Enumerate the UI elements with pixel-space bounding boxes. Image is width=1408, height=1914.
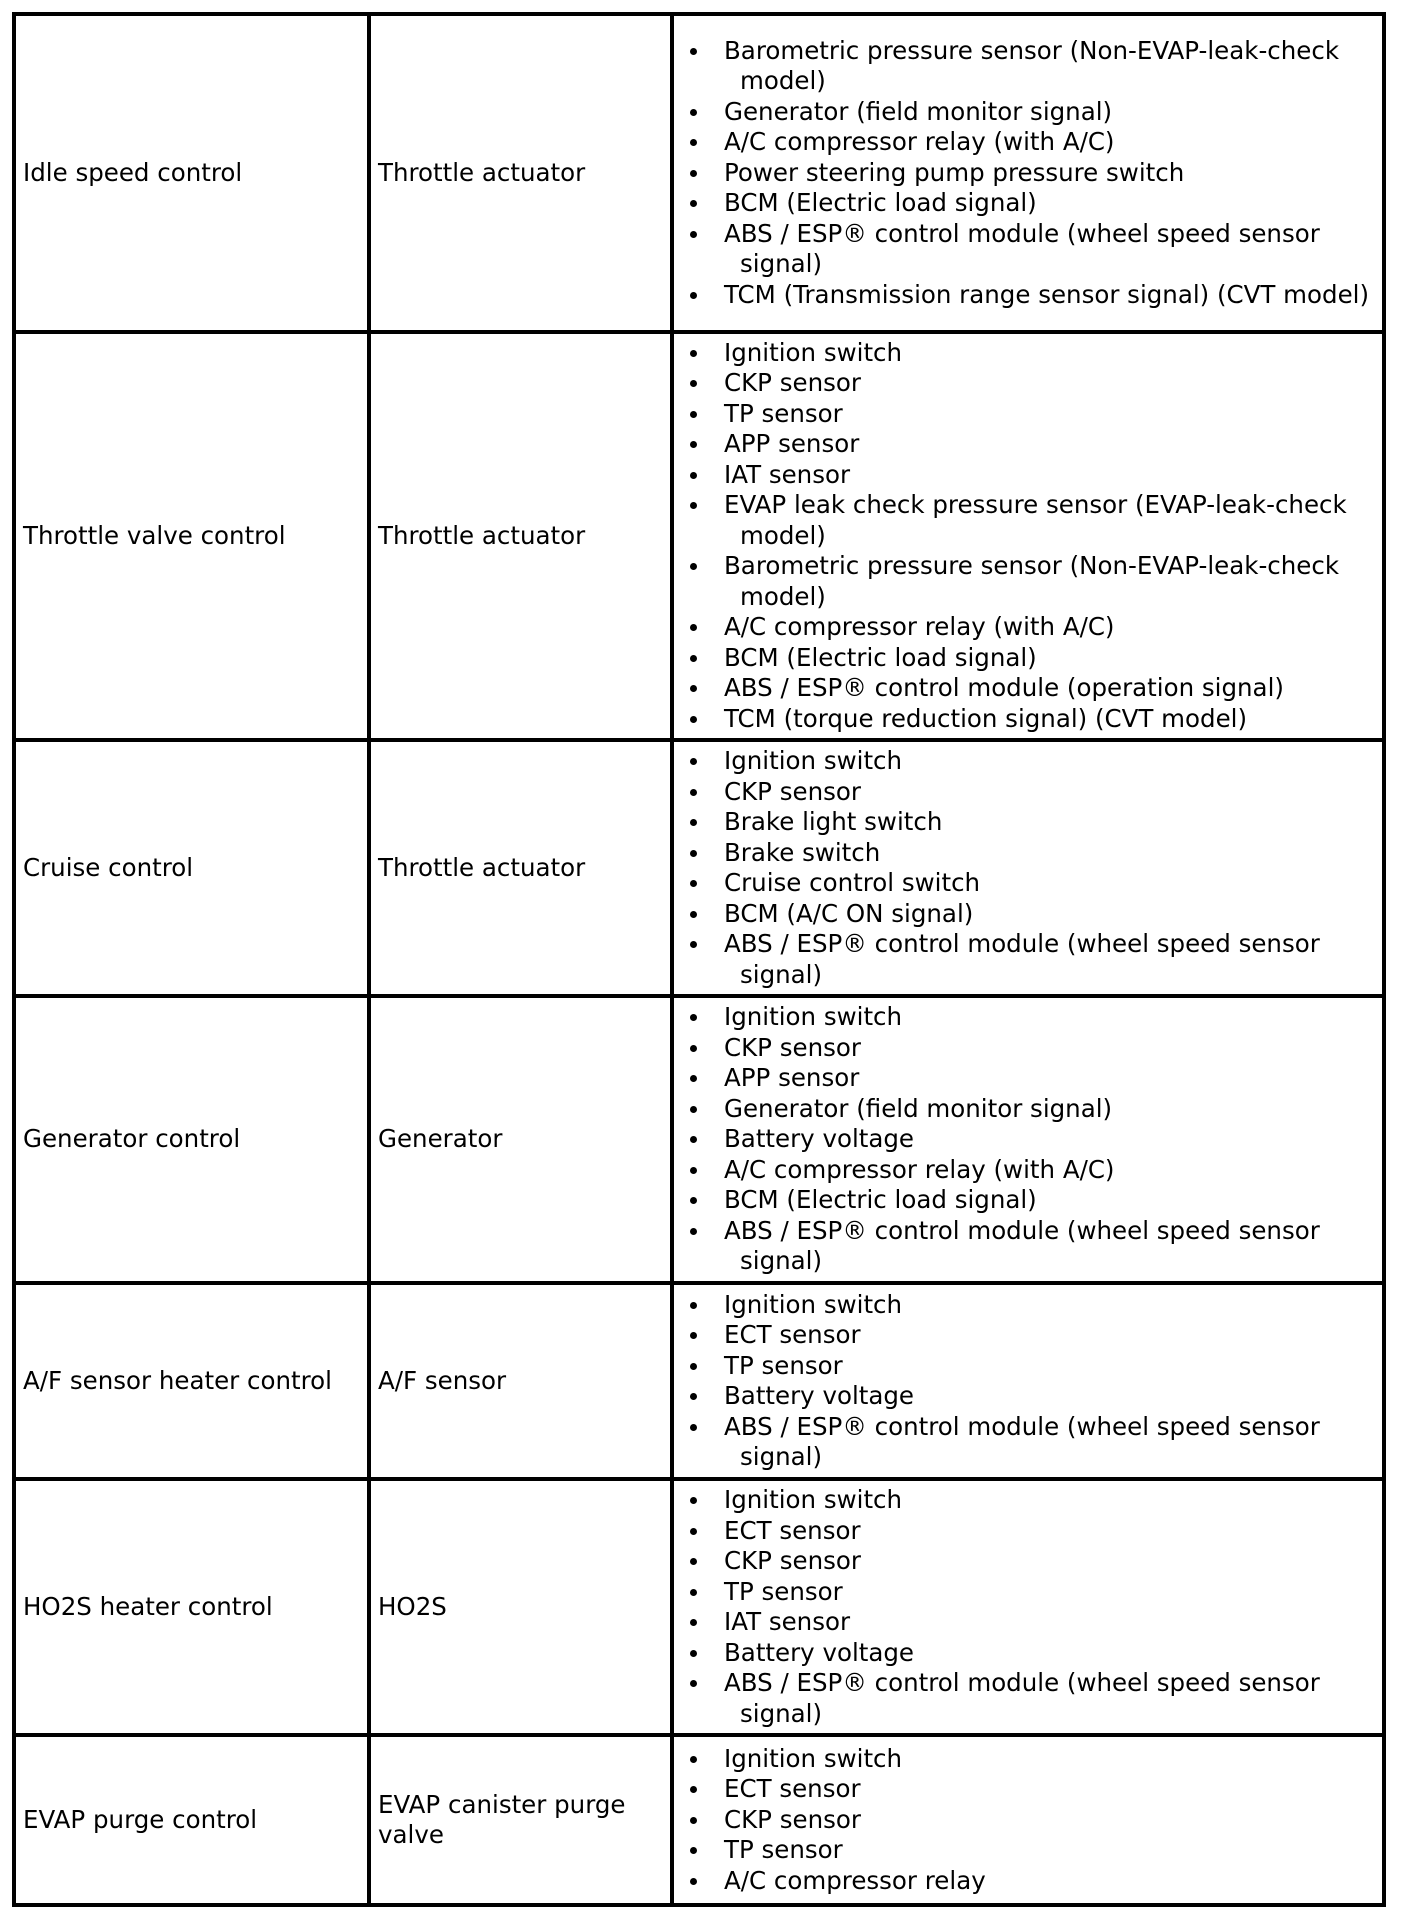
bullet-icon — [690, 231, 697, 238]
bullet-icon — [690, 911, 697, 918]
bullet-icon — [690, 170, 697, 177]
input-signal-text: BCM (A/C ON signal) — [724, 898, 974, 928]
bullet-icon — [690, 1650, 697, 1657]
control-function-cell: EVAP purge control — [14, 1735, 369, 1905]
bullet-icon — [690, 1197, 697, 1204]
control-system-table — [12, 12, 1386, 1907]
input-signal-text: ABS / ESP® control module (wheel speed sensor signal) — [724, 218, 1320, 279]
input-signal-item — [682, 1216, 1378, 1277]
input-signal-text: Battery voltage — [724, 1381, 915, 1410]
table-row — [14, 996, 1384, 1283]
control-function-cell: Idle speed control — [14, 14, 369, 332]
input-signal-item — [682, 673, 1378, 704]
control-function-cell: HO2S heater control — [14, 1479, 369, 1735]
input-signal-item — [682, 868, 1378, 899]
control-function-cell: Cruise control — [14, 740, 369, 996]
input-signal-item — [682, 1744, 1378, 1775]
bullet-icon — [690, 1167, 697, 1174]
input-signal-text: Battery voltage — [724, 1637, 915, 1667]
bullet-icon — [690, 1136, 697, 1143]
bullet-icon — [690, 1878, 697, 1885]
bullet-icon — [690, 941, 697, 948]
bullet-icon — [690, 1302, 697, 1309]
input-signals-cell — [672, 740, 1384, 996]
input-signal-text: ABS / ESP® control module (wheel speed sensor signal) — [724, 1215, 1320, 1276]
input-signal-text: TP sensor — [724, 1835, 843, 1865]
input-signal-item — [682, 368, 1378, 399]
actuator-cell: Generator — [369, 996, 672, 1283]
bullet-icon — [690, 624, 697, 631]
input-signal-item — [682, 219, 1378, 280]
input-signal-text: TP sensor — [724, 1350, 843, 1380]
input-signal-item — [682, 1412, 1378, 1473]
input-signal-item — [682, 1835, 1378, 1866]
input-signal-text: BCM (Electric load signal) — [724, 1185, 1037, 1215]
actuator-cell: HO2S — [369, 1479, 672, 1735]
bullet-icon — [690, 411, 697, 418]
bullet-icon — [690, 1393, 697, 1400]
table-row — [14, 14, 1384, 332]
input-signal-text: ABS / ESP® control module (wheel speed sensor signal) — [724, 929, 1320, 989]
input-signal-text: Ignition switch — [724, 1289, 903, 1319]
bullet-icon — [690, 139, 697, 146]
table-row — [14, 1283, 1384, 1479]
bullet-icon — [690, 109, 697, 116]
table-row — [14, 740, 1384, 996]
input-signals-cell — [672, 1283, 1384, 1479]
input-signal-item — [682, 1033, 1378, 1064]
input-signal-item — [682, 838, 1378, 869]
input-signal-item — [682, 1094, 1378, 1125]
input-signal-item — [682, 1607, 1378, 1638]
input-signal-item — [682, 1774, 1378, 1805]
input-signal-item — [682, 1155, 1378, 1186]
actuator-cell: Throttle actuator — [369, 14, 672, 332]
input-signal-list — [682, 1002, 1378, 1277]
input-signal-text: EVAP leak check pressure sensor (EVAP-leak-check model) — [724, 490, 1347, 550]
input-signal-list — [682, 36, 1378, 311]
input-signal-item — [682, 1485, 1378, 1516]
input-signal-text: APP sensor — [724, 1063, 860, 1093]
input-signal-text: ECT sensor — [724, 1774, 861, 1804]
input-signal-item — [682, 36, 1378, 97]
input-signal-text: Barometric pressure sensor (Non-EVAP-leak-check model) — [724, 551, 1340, 611]
input-signal-text: Generator (field monitor signal) — [724, 96, 1113, 126]
bullet-icon — [690, 850, 697, 857]
input-signal-text: Brake switch — [724, 837, 881, 867]
input-signal-text: CKP sensor — [724, 1546, 861, 1575]
bullet-icon — [690, 1014, 697, 1021]
bullet-icon — [690, 1332, 697, 1339]
actuator-cell: EVAP canister purge valve — [369, 1735, 672, 1905]
input-signal-item — [682, 1290, 1378, 1321]
bullet-icon — [690, 350, 697, 357]
input-signal-text: ABS / ESP® control module (wheel speed sensor signal) — [724, 1668, 1320, 1728]
input-signal-text: Ignition switch — [724, 1743, 903, 1773]
input-signal-text: Ignition switch — [724, 1002, 903, 1032]
bullet-icon — [690, 563, 697, 570]
input-signal-item — [682, 429, 1378, 460]
input-signal-list — [682, 1744, 1378, 1897]
input-signal-text: Battery voltage — [724, 1124, 915, 1154]
input-signal-item — [682, 929, 1378, 990]
input-signal-item — [682, 1546, 1378, 1577]
input-signal-item — [682, 1185, 1378, 1216]
input-signal-item — [682, 643, 1378, 674]
bullet-icon — [690, 380, 697, 387]
bullet-icon — [690, 1786, 697, 1793]
input-signal-list — [682, 338, 1378, 735]
input-signal-item — [682, 1002, 1378, 1033]
input-signal-text: CKP sensor — [724, 1032, 861, 1062]
input-signal-text: Ignition switch — [724, 1485, 903, 1514]
bullet-icon — [690, 502, 697, 509]
bullet-icon — [690, 789, 697, 796]
bullet-icon — [690, 1589, 697, 1596]
bullet-icon — [690, 472, 697, 479]
input-signals-cell — [672, 14, 1384, 332]
input-signal-text: Barometric pressure sensor (Non-EVAP-leak-check model) — [724, 35, 1340, 96]
input-signal-text: Generator (field monitor signal) — [724, 1093, 1113, 1123]
bullet-icon — [690, 200, 697, 207]
control-function-cell: Generator control — [14, 996, 369, 1283]
input-signal-item — [682, 338, 1378, 369]
bullet-icon — [690, 819, 697, 826]
input-signal-text: BCM (Electric load signal) — [724, 642, 1037, 672]
input-signal-item — [682, 490, 1378, 551]
input-signal-item — [682, 612, 1378, 643]
input-signal-text: TP sensor — [724, 1576, 843, 1606]
bullet-icon — [690, 1497, 697, 1504]
input-signal-text: CKP sensor — [724, 368, 861, 398]
bullet-icon — [690, 292, 697, 299]
input-signal-text: TCM (torque reduction signal) (CVT model) — [724, 703, 1248, 733]
bullet-icon — [690, 1528, 697, 1535]
input-signal-item — [682, 1124, 1378, 1155]
bullet-icon — [690, 1075, 697, 1082]
input-signal-item — [682, 1381, 1378, 1412]
input-signal-item — [682, 127, 1378, 158]
input-signal-item — [682, 1638, 1378, 1669]
input-signal-text: ECT sensor — [724, 1515, 861, 1545]
actuator-cell: A/F sensor — [369, 1283, 672, 1479]
input-signal-item — [682, 704, 1378, 735]
bullet-icon — [690, 1817, 697, 1824]
input-signals-cell — [672, 332, 1384, 740]
bullet-icon — [690, 716, 697, 723]
input-signal-item — [682, 1866, 1378, 1897]
input-signal-text: BCM (Electric load signal) — [724, 188, 1037, 218]
input-signal-text: CKP sensor — [724, 776, 861, 806]
input-signals-cell — [672, 996, 1384, 1283]
table-body — [14, 14, 1384, 1905]
input-signal-text: A/C compressor relay (with A/C) — [724, 612, 1115, 642]
input-signal-text: A/C compressor relay (with A/C) — [724, 1154, 1115, 1184]
bullet-icon — [690, 1847, 697, 1854]
table-row — [14, 332, 1384, 740]
actuator-cell: Throttle actuator — [369, 332, 672, 740]
control-function-cell: A/F sensor heater control — [14, 1283, 369, 1479]
input-signal-item — [682, 777, 1378, 808]
bullet-icon — [690, 758, 697, 765]
bullet-icon — [690, 1680, 697, 1687]
input-signal-text: Brake light switch — [724, 807, 943, 836]
input-signal-text: Ignition switch — [724, 337, 903, 367]
input-signal-list — [682, 746, 1378, 990]
bullet-icon — [690, 1558, 697, 1565]
bullet-icon — [690, 1363, 697, 1370]
input-signal-item — [682, 97, 1378, 128]
input-signal-text: Ignition switch — [724, 746, 903, 775]
input-signal-item — [682, 1516, 1378, 1547]
input-signal-text: APP sensor — [724, 429, 860, 459]
bullet-icon — [690, 1106, 697, 1113]
input-signal-item — [682, 551, 1378, 612]
bullet-icon — [690, 655, 697, 662]
input-signal-item — [682, 1320, 1378, 1351]
input-signal-item — [682, 188, 1378, 219]
bullet-icon — [690, 1045, 697, 1052]
input-signal-item — [682, 460, 1378, 491]
input-signal-text: IAT sensor — [724, 1607, 851, 1636]
input-signal-text: ECT sensor — [724, 1320, 861, 1349]
input-signal-item — [682, 399, 1378, 430]
input-signal-item — [682, 1063, 1378, 1094]
input-signal-text: TCM (Transmission range sensor signal) (CVT model) — [724, 279, 1370, 309]
bullet-icon — [690, 1756, 697, 1763]
input-signal-list — [682, 1290, 1378, 1473]
actuator-cell: Throttle actuator — [369, 740, 672, 996]
input-signals-cell — [672, 1479, 1384, 1735]
bullet-icon — [690, 48, 697, 55]
input-signal-text: ABS / ESP® control module (operation signal) — [724, 673, 1284, 703]
input-signal-text: A/C compressor relay (with A/C) — [724, 127, 1115, 157]
input-signal-item — [682, 1351, 1378, 1382]
bullet-icon — [690, 1619, 697, 1626]
bullet-icon — [690, 441, 697, 448]
input-signal-item — [682, 1577, 1378, 1608]
input-signal-item — [682, 158, 1378, 189]
input-signal-list — [682, 1485, 1378, 1729]
input-signal-text: Power steering pump pressure switch — [724, 157, 1185, 187]
input-signal-text: CKP sensor — [724, 1804, 861, 1834]
bullet-icon — [690, 880, 697, 887]
input-signal-item — [682, 1805, 1378, 1836]
input-signal-text: ABS / ESP® control module (wheel speed sensor signal) — [724, 1411, 1320, 1471]
control-function-cell: Throttle valve control — [14, 332, 369, 740]
input-signal-text: Cruise control switch — [724, 868, 981, 897]
input-signals-cell — [672, 1735, 1384, 1905]
input-signal-text: IAT sensor — [724, 459, 851, 489]
input-signal-item — [682, 746, 1378, 777]
bullet-icon — [690, 1228, 697, 1235]
input-signal-item — [682, 807, 1378, 838]
input-signal-text: A/C compressor relay — [724, 1865, 986, 1895]
input-signal-item — [682, 899, 1378, 930]
table-row — [14, 1735, 1384, 1905]
input-signal-item — [682, 280, 1378, 311]
bullet-icon — [690, 685, 697, 692]
input-signal-text: TP sensor — [724, 398, 843, 428]
bullet-icon — [690, 1424, 697, 1431]
table-row — [14, 1479, 1384, 1735]
input-signal-item — [682, 1668, 1378, 1729]
